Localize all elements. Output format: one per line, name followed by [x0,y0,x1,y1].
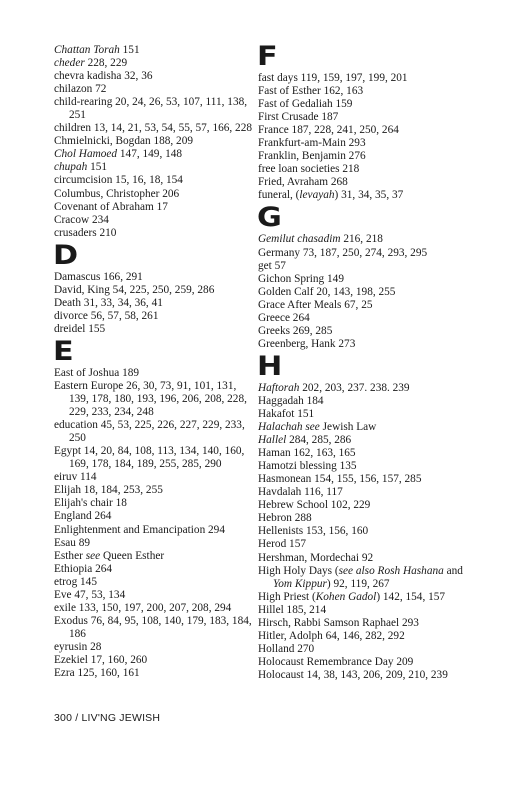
index-entry: Chattan Torah 151 [54,44,140,56]
index-entry: High Priest (Kohen Gadol) 142, 154, 157 [258,590,446,603]
index-entry: exile 133, 150, 197, 200, 207, 208, 294 [54,601,232,614]
index-entry: Ezekiel 17, 160, 260 [54,653,148,666]
index-column-right [257,41,470,682]
index-entry: Fast of Gedaliah 159 [258,98,353,111]
index-entry: cheder 228, 229 [54,57,128,70]
index-entry: Fried, Avraham 268 [258,176,348,189]
index-entry: Columbus, Christopher 206 [54,187,180,200]
index-entry: Golden Calf 20, 143, 198, 255 [258,285,396,298]
index-entry: Exodus 76, 84, 95, 108, 140, 179, 183, 184, 186 [54,614,252,640]
index-entry: Gichon Spring 149 [258,272,344,285]
index-entry: divorce 56, 57, 58, 261 [54,309,159,322]
page-footer: 300 / LIV'NG JEWISH [54,712,161,724]
index-entry: Cracow 234 [54,213,109,226]
index-entry: funeral, (levayah) 31, 34, 35, 37 [258,189,404,202]
section-letter-heading: D [53,239,79,271]
index-entry: child-rearing 20, 24, 26, 53, 107, 111, 138, 251 [54,96,248,122]
index-entry: Covenant of Abraham 17 [54,200,168,213]
index-entry: Hebron 288 [258,512,312,525]
index-entry: Elijah's chair 18 [54,497,127,510]
index-entry: eyrusin 28 [54,640,102,653]
index-entry: East of Joshua 189 [54,366,140,379]
index-entry: Haman 162, 163, 165 [258,447,356,460]
index-entry: Germany 73, 187, 250, 274, 293, 295 [258,246,428,259]
index-entry: Greenberg, Hank 273 [258,337,356,350]
section-letter-heading: F [257,41,278,72]
index-entry: Holland 270 [258,642,315,655]
index-entry: Hillel 185, 214 [258,603,327,616]
index-entry: Egypt 14, 20, 84, 108, 113, 134, 140, 160, 169, 178, 184, 189, 255, 285, 290 [54,445,245,471]
index-entry: Holocaust 14, 38, 143, 206, 209, 210, 239 [258,668,448,681]
index-entry: education 45, 53, 225, 226, 227, 229, 233, 250 [54,419,245,445]
index-entry: Fast of Esther 162, 163 [258,85,364,98]
index-entry: get 57 [258,259,286,272]
index-entry: children 13, 14, 21, 53, 54, 55, 57, 166, 228 [54,122,252,135]
section-letter-heading: H [257,350,283,382]
index-entry: Elijah 18, 184, 253, 255 [54,484,163,497]
index-entry: France 187, 228, 241, 250, 264 [258,124,399,137]
index-entry: Death 31, 33, 34, 36, 41 [54,296,163,309]
index-entry: Halachah see Jewish Law [258,421,377,434]
index-entry: Hitler, Adolph 64, 146, 282, 292 [258,629,405,642]
index-entry: crusaders 210 [54,226,117,239]
index-entry: Hasmonean 154, 155, 156, 157, 285 [258,473,422,486]
index-entry: David, King 54, 225, 250, 259, 286 [54,283,215,296]
index-entry: etrog 145 [54,575,97,588]
index-entry: chevra kadisha 32, 36 [54,70,153,83]
index-entry: Haggadah 184 [258,394,324,407]
index-entry: First Crusade 187 [258,111,339,124]
index-entry: fast days 119, 159, 197, 199, 201 [258,72,408,84]
index-entry: Hershman, Mordechai 92 [258,551,374,564]
index-entry: Hirsch, Rabbi Samson Raphael 293 [258,616,419,629]
index-entry: Ethiopia 264 [54,562,113,575]
index-entry: eiruv 114 [54,471,97,484]
index-entry: Damascus 166, 291 [54,270,143,283]
section-letter-heading: E [53,335,74,367]
index-entry: Eastern Europe 26, 30, 73, 91, 101, 131, 139, 178, 180, 193, 196, 206, 208, 228, 229, 233, 234, 248 [54,379,247,419]
index-entry: Herod 157 [258,538,307,551]
index-entry: Hakafot 151 [258,407,315,420]
index-entry: England 264 [54,510,112,523]
index-entry: Hamotzi blessing 135 [258,460,357,473]
index-column-left [54,44,256,680]
index-entry: Holocaust Remembrance Day 209 [258,655,414,668]
index-entry: Ezra 125, 160, 161 [54,667,140,680]
index-entry: Havdalah 116, 117 [258,486,343,499]
index-entry: Chol Hamoed 147, 149, 148 [54,148,183,161]
index-entry: chupah 151 [54,161,108,174]
index-entry: Hellenists 153, 156, 160 [258,525,369,538]
index-entry: Haftorah 202, 203, 237. 238. 239 [258,381,410,394]
index-entry: chilazon 72 [54,83,107,96]
index-entry: High Holy Days (see also Rosh Hashana and Yom Kippur) 92, 119, 267 [258,564,463,590]
index-entry: Hallel 284, 285, 286 [258,434,352,447]
index-entry: Enlightenment and Emancipation 294 [54,523,225,536]
index-entry: Franklin, Benjamin 276 [258,150,366,163]
index-entry: Hebrew School 102, 229 [258,499,371,512]
index-entry: dreidel 155 [54,322,106,335]
index-entry: Greeks 269, 285 [258,324,333,337]
index-entry: Eve 47, 53, 134 [54,588,126,601]
index-entry: free loan societies 218 [258,163,360,176]
index-entry: Frankfurt-am-Main 293 [258,137,366,150]
index-entry: Esther see Queen Esther [54,549,165,562]
index-entry: Greece 264 [258,311,310,324]
index-entry: Esau 89 [54,536,91,549]
index-entry: Chmielnicki, Bogdan 188, 209 [54,135,194,148]
section-letter-heading: G [257,202,282,234]
index-entry: circumcision 15, 16, 18, 154 [54,174,183,187]
index-entry: Gemilut chasadim 216, 218 [258,233,383,246]
index-entry: Grace After Meals 67, 25 [258,298,373,311]
